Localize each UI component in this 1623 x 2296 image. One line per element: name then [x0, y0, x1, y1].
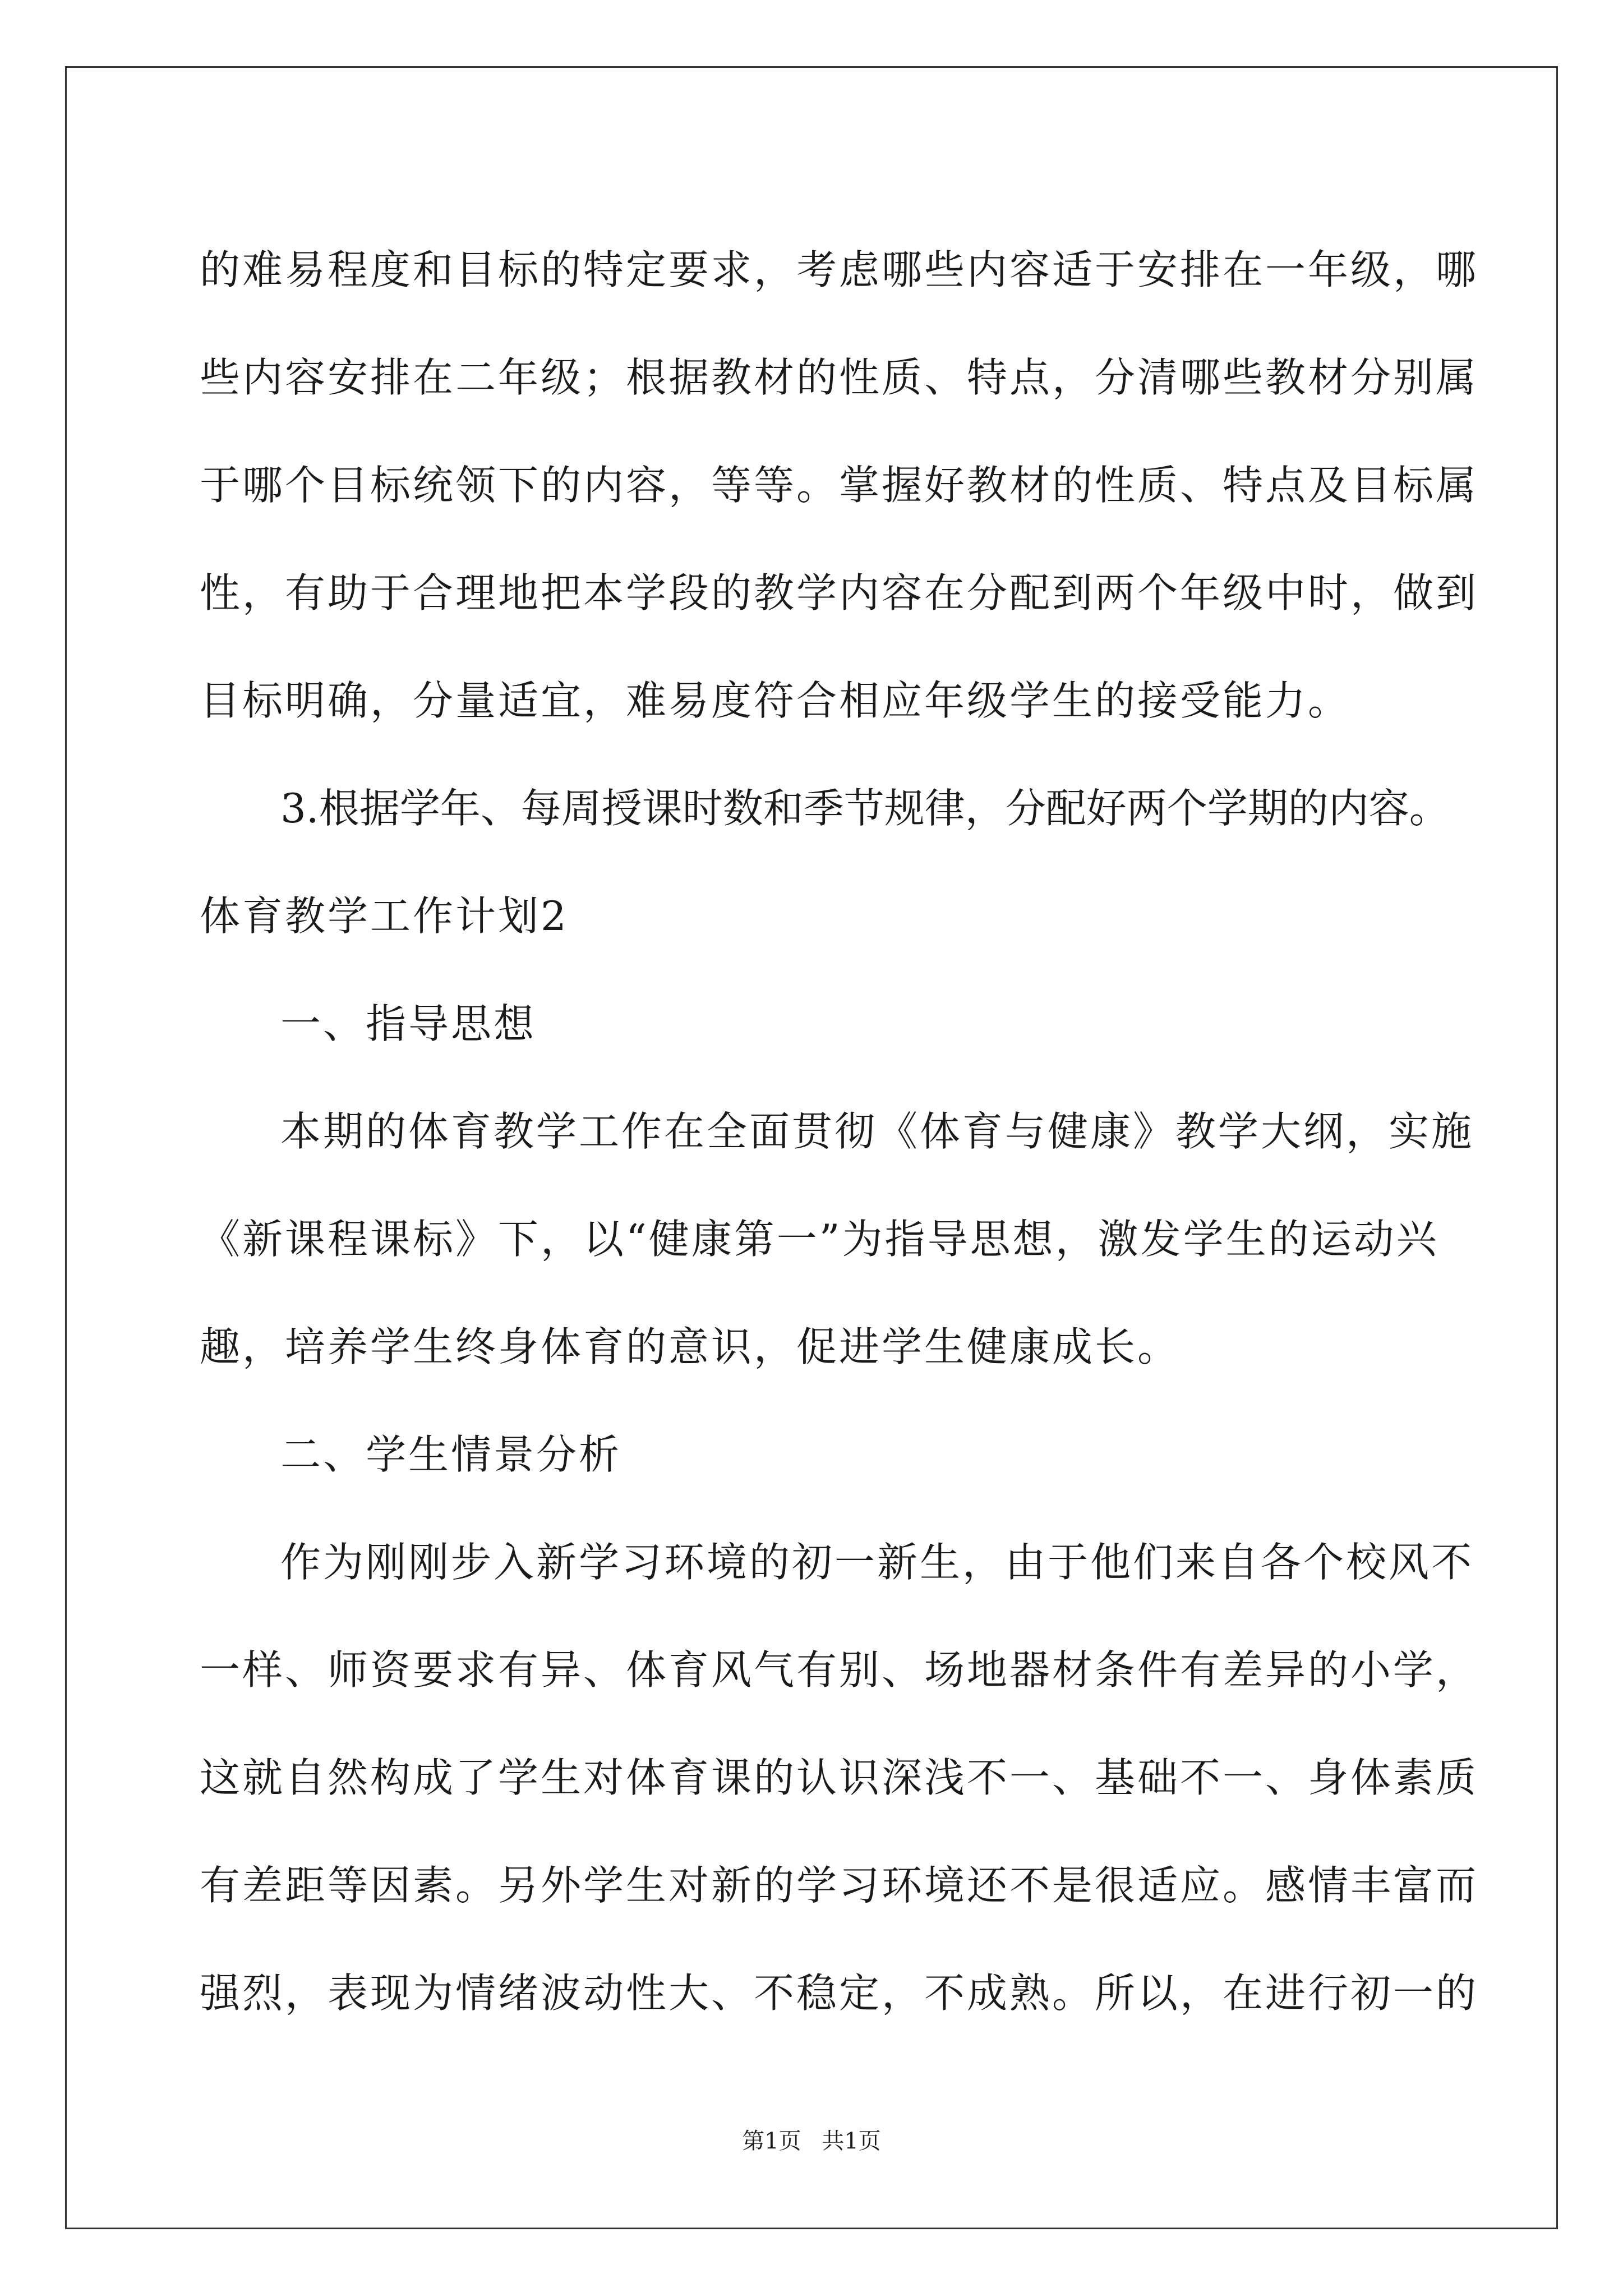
- text-line: 作为刚刚步入新学习环境的初一新生，由于他们来自各个校风不: [280, 1539, 1474, 1586]
- section-heading-student-analysis: 二、学生情景分析: [280, 1431, 622, 1478]
- text-line: 本期的体育教学工作在全面贯彻《体育与健康》教学大纲，实施: [280, 1108, 1474, 1155]
- section-heading-guiding-thought: 一、指导思想: [280, 1000, 537, 1047]
- numbered-paragraph-line: 3.根据学年、每周授课时数和季节规律，分配好两个学期的内容。: [280, 785, 1450, 832]
- text-line: 有差距等因素。另外学生对新的学习环境还不是很适应。感情丰富而: [200, 1862, 1479, 1909]
- text-line: 性，有助于合理地把本学段的教学内容在分配到两个年级中时，做到: [200, 569, 1479, 616]
- text-line: 一样、师资要求有异、体育风气有别、场地器材条件有差异的小学，: [200, 1646, 1479, 1694]
- text-line: 于哪个目标统领下的内容，等等。掌握好教材的性质、特点及目标属: [200, 462, 1479, 509]
- text-line: 这就自然构成了学生对体育课的认识深浅不一、基础不一、身体素质: [200, 1754, 1479, 1801]
- text-line: 《新课程课标》下，以“健康第一”为指导思想，激发学生的运动兴: [200, 1216, 1439, 1263]
- text-line: 强烈，表现为情绪波动性大、不稳定，不成熟。所以，在进行初一的: [200, 1970, 1479, 2017]
- text-line: 些内容安排在二年级；根据教材的性质、特点，分清哪些教材分别属: [200, 354, 1479, 401]
- section-title: 体育教学工作计划2: [200, 892, 569, 940]
- text-line: 的难易程度和目标的特定要求，考虑哪些内容适于安排在一年级，哪: [200, 246, 1479, 293]
- document-body: [200, 216, 1479, 2047]
- text-line: 目标明确，分量适宜，难易度符合相应年级学生的接受能力。: [200, 677, 1351, 724]
- page-number-footer: 第1页 共1页: [742, 2128, 881, 2154]
- text-line: 趣，培养学生终身体育的意识，促进学生健康成长。: [200, 1323, 1181, 1370]
